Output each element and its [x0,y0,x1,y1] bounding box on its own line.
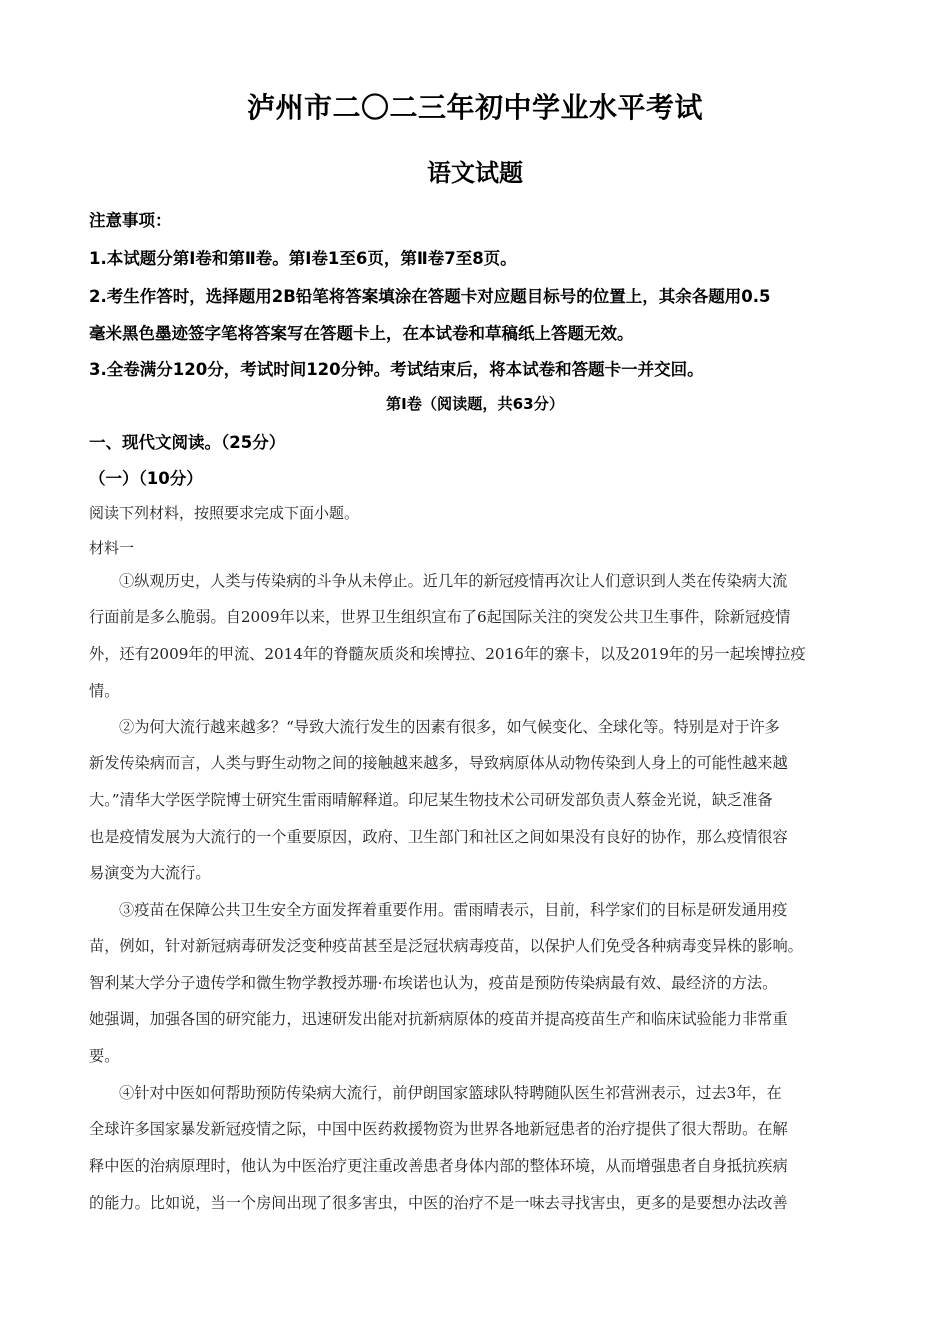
paragraph-line: 新发传染病而言，人类与野生动物之间的接触越来越多，导致病原体从动物传染到人身上的可能性越来越 [89,754,788,772]
volume-heading: 第Ⅰ卷（阅读题，共63分） [386,395,564,413]
notice-item: 毫米黑色墨迹签字笔将答案写在答题卡上，在本试卷和草稿纸上答题无效。 [89,324,634,343]
paragraph-line: 易演变为大流行。 [89,864,211,882]
paragraph-line: 她强调，加强各国的研究能力，迅速研发出能对抗新病原体的疫苗并提高疫苗生产和临床试验能力非常重 [89,1010,788,1028]
instruction-text: 阅读下列材料，按照要求完成下面小题。 [89,504,360,522]
paragraph-line: 苗，例如，针对新冠病毒研发泛变种疫苗甚至是泛冠状病毒疫苗，以保护人们免受各种病毒变异株的影响。 [89,937,803,955]
exam-subtitle: 语文试题 [427,158,523,187]
notice-item: 1.本试题分第Ⅰ卷和第Ⅱ卷。第Ⅰ卷1至6页，第Ⅱ卷7至8页。 [89,249,517,268]
paragraph-line: 全球许多国家暴发新冠疫情之际，中国中医药救援物资为世界各地新冠患者的治疗提供了很大帮助。在解 [89,1120,788,1138]
notice-heading: 注意事项： [89,211,172,230]
part-heading: （一）（10分） [89,469,203,488]
notice-item: 2.考生作答时，选择题用2B铅笔将答案填涂在答题卡对应题目标号的位置上，其余各题用0.5 [89,287,771,306]
paragraph-line: 要。 [89,1047,120,1065]
paragraph-line: ④针对中医如何帮助预防传染病大流行，前伊朗国家篮球队特聘随队医生祁营洲表示，过去3年，在 [119,1084,782,1102]
notice-item: 3.全卷满分120分，考试时间120分钟。考试结束后，将本试卷和答题卡一并交回。 [89,360,704,379]
exam-title: 泸州市二〇二三年初中学业水平考试 [246,91,703,124]
paragraph-line: 释中医的治病原理时，他认为中医治疗更注重改善患者身体内部的整体环境，从而增强患者自身抵抗疾病 [89,1157,788,1175]
paragraph-line: 的能力。比如说，当一个房间出现了很多害虫，中医的治疗不是一味去寻找害虫，更多的是要想办法改善 [89,1194,788,1212]
paragraph-line: ②为何大流行越来越多？“导致大流行发生的因素有很多，如气候变化、全球化等。特别是对于许多 [119,718,780,736]
paragraph-line: 外，还有2009年的甲流、2014年的脊髓灰质炎和埃博拉、2016年的寨卡，以及2019年的另一起埃博拉疫 [89,645,806,663]
material-label: 材料一 [89,539,135,557]
paragraph-line: ③疫苗在保障公共卫生安全方面发挥着重要作用。雷雨晴表示，目前，科学家们的目标是研发通用疫 [119,901,788,919]
paragraph-line: 大。”清华大学医学院博士研究生雷雨晴解释道。印尼某生物技术公司研发部负责人蔡金光说，缺乏准备 [89,791,773,809]
paragraph-line: 情。 [89,682,120,700]
paragraph-line: ①纵观历史，人类与传染病的斗争从未停止。近几年的新冠疫情再次让人们意识到人类在传染病大流 [119,572,788,590]
section-heading: 一、现代文阅读。（25分） [89,433,286,452]
paragraph-line: 智利某大学分子遗传学和微生物学教授苏珊·布埃诺也认为，疫苗是预防传染病最有效、最经济的方法。 [89,974,778,992]
paragraph-line: 行面前是多么脆弱。自2009年以来，世界卫生组织宣布了6起国际关注的突发公共卫生事件，除新冠疫情 [89,608,791,626]
paragraph-line: 也是疫情发展为大流行的一个重要原因，政府、卫生部门和社区之间如果没有良好的协作，那么疫情很容 [89,828,788,846]
